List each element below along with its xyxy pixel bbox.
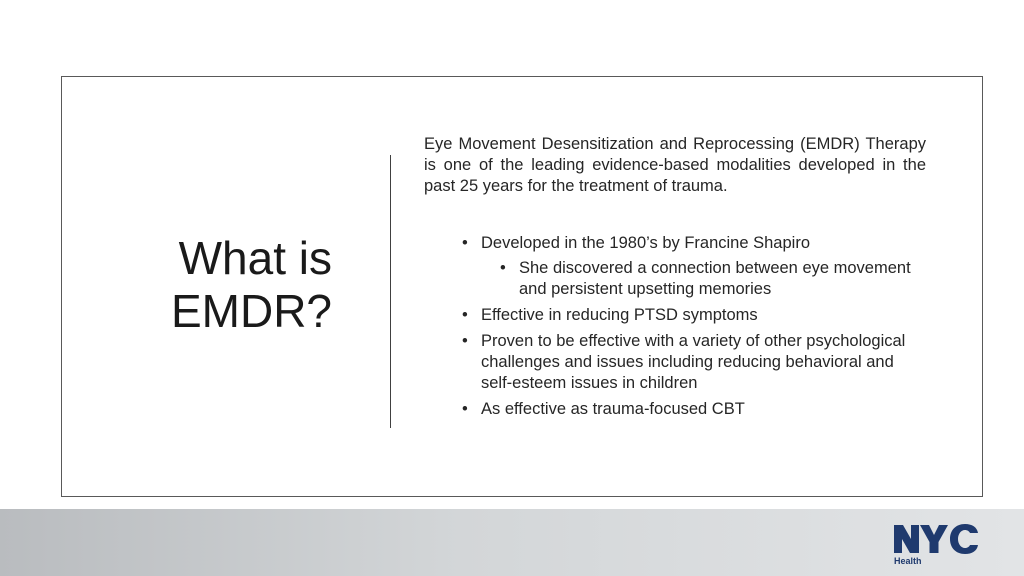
vertical-divider bbox=[390, 155, 391, 428]
bullet-item-3 bbox=[462, 305, 922, 326]
logo-text: Health bbox=[894, 556, 922, 566]
bullet-marker: • bbox=[462, 306, 468, 324]
bullet-marker: • bbox=[500, 259, 506, 277]
bullet-marker: • bbox=[462, 400, 468, 418]
bullet-item-2 bbox=[500, 258, 922, 300]
bullet-text: Proven to be effective with a variety of other psychological challenges and issues including reducing behavioral and self-esteem issues in children bbox=[481, 332, 906, 392]
bullet-item-4 bbox=[462, 331, 922, 394]
bullet-list bbox=[462, 233, 922, 425]
title-line-2: EMDR? bbox=[170, 285, 332, 337]
bullet-marker: • bbox=[462, 234, 468, 252]
nyc-health-logo bbox=[893, 523, 981, 567]
intro-paragraph: Eye Movement Desensitization and Reprocessing (EMDR) Therapy is one of the leading evidence-based modalities developed in the past 25 years for the treatment of trauma. bbox=[424, 135, 926, 195]
bullet-text: Effective in reducing PTSD symptoms bbox=[481, 306, 758, 324]
bullet-item-5 bbox=[462, 399, 922, 420]
bullet-text: Developed in the 1980’s by Francine Shapiro bbox=[481, 234, 810, 252]
slide-title bbox=[120, 232, 332, 338]
nyc-logo-icon bbox=[893, 523, 979, 555]
bullet-marker: • bbox=[462, 332, 468, 350]
bullet-text: As effective as trauma-focused CBT bbox=[481, 400, 745, 418]
title-line-1: What is bbox=[178, 232, 332, 284]
bullet-item-1 bbox=[462, 233, 922, 254]
footer-band bbox=[0, 509, 1024, 576]
bullet-text: She discovered a connection between eye movement and persistent upsetting memories bbox=[519, 259, 911, 298]
